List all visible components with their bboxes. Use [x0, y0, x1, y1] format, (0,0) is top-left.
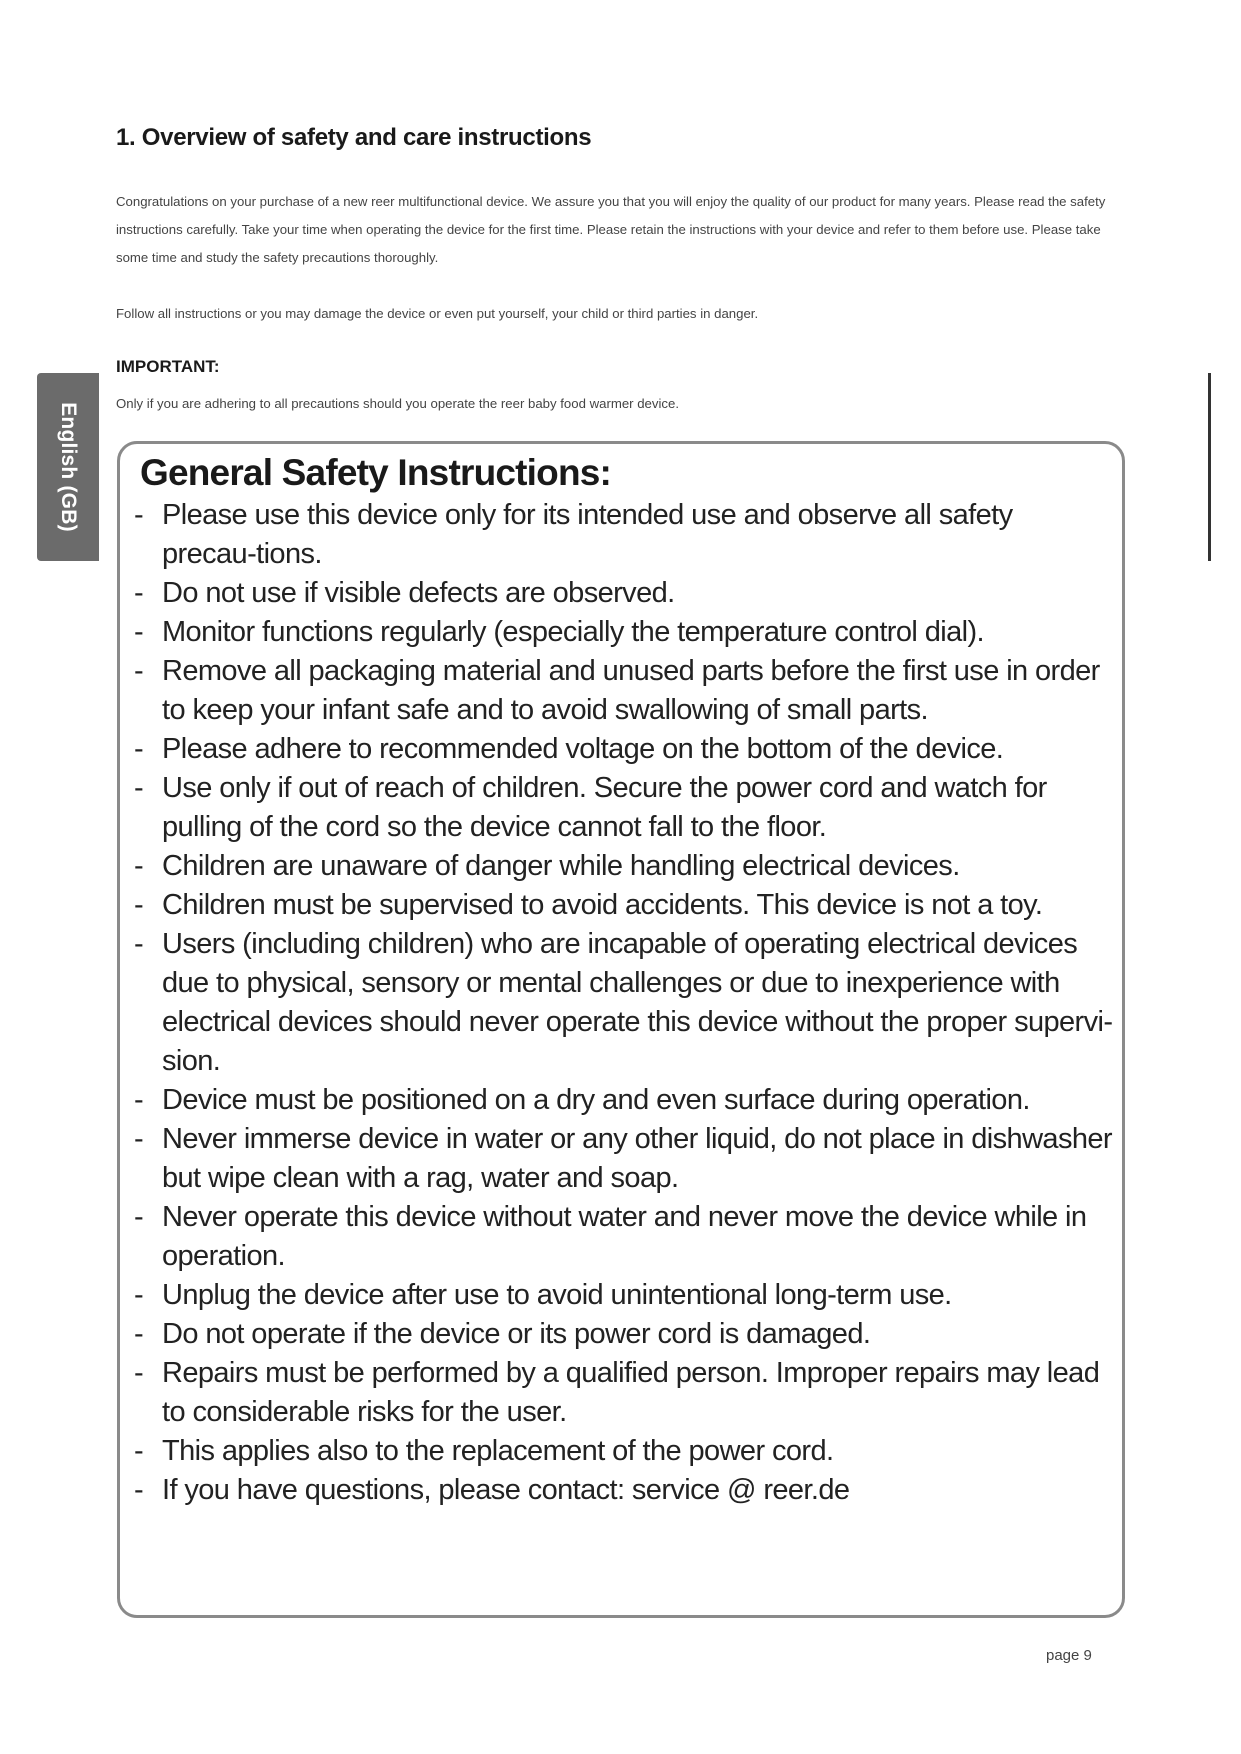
safety-item-text: Please adhere to recommended voltage on the bottom of the device.	[162, 733, 1004, 765]
bullet-dash: -	[134, 1279, 144, 1311]
bullet-dash: -	[134, 850, 144, 882]
safety-list-item	[134, 1471, 1114, 1510]
follow-instructions-paragraph: Follow all instructions or you may damage the device or even put yourself, your child or third parties in danger.	[116, 306, 759, 321]
bullet-dash: -	[134, 772, 144, 804]
safety-item-text: Use only if out of reach of children. Secure the power cord and watch for pulling of the cord so the device cannot fall to the floor.	[162, 772, 1047, 843]
language-tab-label: English (GB)	[57, 402, 80, 532]
safety-item-text: Never operate this device without water and never move the device while in operation.	[162, 1201, 1087, 1272]
safety-item-text: Never immerse device in water or any other liquid, do not place in dishwasher but wipe clean with a rag, water and soap.	[162, 1123, 1112, 1194]
safety-item-text: Children are unaware of danger while handling electrical devices.	[162, 850, 960, 882]
safety-list-item	[134, 1276, 1114, 1315]
safety-list-item	[134, 613, 1114, 652]
safety-list-item	[134, 1354, 1114, 1432]
safety-list-item	[134, 652, 1114, 730]
safety-list-item	[134, 886, 1114, 925]
bullet-dash: -	[134, 499, 144, 531]
page-number: page 9	[1046, 1647, 1092, 1664]
bullet-dash: -	[134, 889, 144, 921]
bullet-dash: -	[134, 733, 144, 765]
safety-item-text: Users (including children) who are incapable of operating electrical devices due to physical, sensory or mental challenges or due to inexperience with electrical devices should never operate this device without the proper supervi-sion.	[162, 928, 1113, 1077]
safety-list-item	[134, 1198, 1114, 1276]
safety-item-text: Device must be positioned on a dry and even surface during operation.	[162, 1084, 1030, 1116]
safety-item-text: If you have questions, please contact: service @ reer.de	[162, 1474, 850, 1506]
safety-item-text: Monitor functions regularly (especially the temperature control dial).	[162, 616, 984, 648]
safety-item-text: Repairs must be performed by a qualified person. Improper repairs may lead to considerable risks for the user.	[162, 1357, 1100, 1428]
bullet-dash: -	[134, 1474, 144, 1506]
bullet-dash: -	[134, 1201, 144, 1233]
important-label: IMPORTANT:	[116, 357, 220, 376]
intro-paragraph: Congratulations on your purchase of a new reer multifunctional device. We assure you that you will enjoy the quality of our product for many years. Please read the safety instructions carefully. Take your time when operating the device for the first time. Please retain the instructions with your device and refer to them before use. Please take some time and study the safety precautions thoroughly.	[116, 194, 1106, 265]
safety-item-text: Please use this device only for its intended use and observe all safety precau-tions.	[162, 499, 1013, 570]
safety-list-item	[134, 769, 1114, 847]
safety-list-item	[134, 730, 1114, 769]
bullet-dash: -	[134, 1123, 144, 1155]
safety-list-item	[134, 847, 1114, 886]
safety-list-item	[134, 1081, 1114, 1120]
safety-item-text: Do not use if visible defects are observed.	[162, 577, 675, 609]
safety-item-text: This applies also to the replacement of the power cord.	[162, 1435, 834, 1467]
safety-item-text: Unplug the device after use to avoid unintentional long-term use.	[162, 1279, 952, 1311]
safety-list-item	[134, 496, 1114, 574]
safety-list-item	[134, 925, 1114, 1081]
bullet-dash: -	[134, 1318, 144, 1350]
language-tab	[37, 373, 99, 561]
safety-box-title: General Safety Instructions:	[140, 452, 612, 493]
safety-list-item	[134, 1120, 1114, 1198]
bullet-dash: -	[134, 577, 144, 609]
important-text: Only if you are adhering to all precautions should you operate the reer baby food warmer device.	[116, 396, 679, 411]
safety-item-text: Children must be supervised to avoid accidents. This device is not a toy.	[162, 889, 1043, 921]
margin-rule	[1208, 373, 1211, 561]
bullet-dash: -	[134, 1084, 144, 1116]
bullet-dash: -	[134, 928, 144, 960]
bullet-dash: -	[134, 1357, 144, 1389]
safety-list-item	[134, 1315, 1114, 1354]
safety-instructions-list	[134, 496, 1114, 1510]
bullet-dash: -	[134, 655, 144, 687]
section-title: 1. Overview of safety and care instructions	[116, 124, 592, 151]
safety-item-text: Do not operate if the device or its power cord is damaged.	[162, 1318, 871, 1350]
safety-list-item	[134, 1432, 1114, 1471]
bullet-dash: -	[134, 616, 144, 648]
safety-list-item	[134, 574, 1114, 613]
safety-item-text: Remove all packaging material and unused parts before the first use in order to keep your infant safe and to avoid swallowing of small parts.	[162, 655, 1100, 726]
bullet-dash: -	[134, 1435, 144, 1467]
